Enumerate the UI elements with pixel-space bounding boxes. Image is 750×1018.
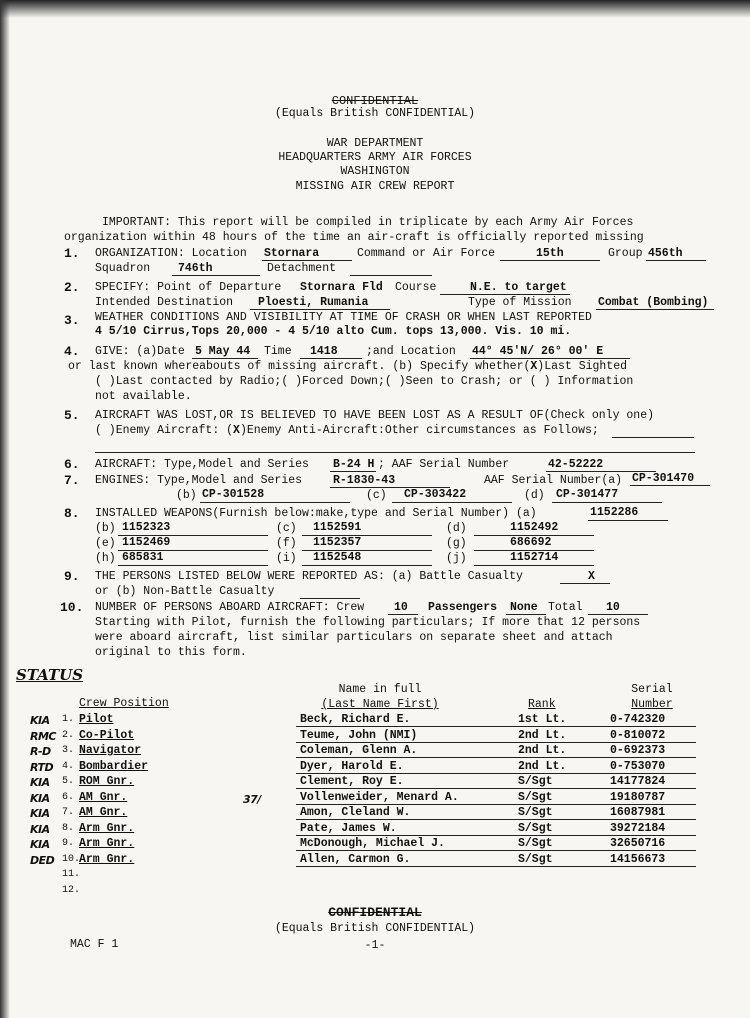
instructions-line-2: were aboard aircraft, list similar particulars on separate sheet and attach — [95, 631, 613, 644]
underline — [588, 520, 668, 521]
important-line-2: organization within 48 hours of the time an air-craft is officially reported missing — [64, 231, 644, 244]
crew-rank: 1st Lt. — [518, 713, 567, 726]
crew-serial: 14156673 — [610, 853, 666, 866]
enemy-aircraft-option: ( )Enemy Aircraft: ( — [95, 424, 234, 437]
engine-c-serial: CP-303422 — [404, 488, 467, 501]
crew-status: RTD — [30, 761, 54, 774]
crew-rank: 2nd Lt. — [518, 744, 567, 757]
underline — [200, 502, 350, 503]
last-sighted-checkbox[interactable]: X — [530, 360, 538, 373]
underline — [560, 583, 610, 584]
time-label: Time — [264, 345, 292, 358]
weapon-h-serial: 685831 — [122, 551, 164, 564]
crew-row-number: 9. — [62, 838, 75, 849]
footer-classification: CONFIDENTIAL — [328, 905, 422, 920]
form-number: MAC F 1 — [70, 938, 119, 951]
col-crew-position: Crew Position — [79, 697, 169, 710]
engine-b-serial: CP-301528 — [202, 488, 265, 501]
mission-label: Type of Mission — [468, 296, 572, 309]
crew-row-number: 11. — [62, 869, 81, 880]
weapon-g-serial: 686692 — [510, 536, 552, 549]
row-underline — [296, 819, 696, 820]
crew-rank: S/Sgt — [518, 853, 553, 866]
crew-row-number: 12. — [62, 885, 81, 896]
time-value: 1418 — [310, 345, 338, 358]
crew-row-number: 2. — [62, 730, 75, 741]
course-value: N.E. to target — [470, 281, 567, 294]
crew-status: DED — [30, 854, 55, 867]
crew-serial: 0-753070 — [610, 760, 666, 773]
crew-serial: 14177824 — [610, 775, 666, 788]
status-heading: STATUS — [16, 666, 84, 684]
handwritten-note: 37/ — [243, 793, 261, 806]
crew-row-number: 4. — [62, 761, 75, 772]
crew-rank: 2nd Lt. — [518, 760, 567, 773]
total-label: Total — [548, 601, 583, 614]
underline — [330, 471, 376, 472]
item-3-number: 3. — [64, 313, 80, 328]
col-name-line-2: (Last Name First) — [321, 698, 439, 711]
aircraft-type-label: AIRCRAFT: Type,Model and Series — [95, 458, 309, 471]
underline — [300, 598, 360, 599]
weapon-d-serial: 1152492 — [510, 521, 559, 534]
crew-status: KIA — [30, 838, 50, 851]
date-value: 5 May 44 — [195, 345, 251, 358]
org-location-value: Stornara — [264, 247, 320, 260]
crew-position: Arm Gnr. — [79, 837, 135, 850]
course-label: Course — [395, 281, 437, 294]
row-underline — [296, 850, 696, 851]
underline — [500, 260, 600, 261]
weapon-a-serial: 1152286 — [590, 506, 639, 519]
header-city: WASHINGTON — [340, 165, 410, 178]
engines-serial-label: AAF Serial Number(a) — [484, 474, 623, 487]
weapon-f-serial: 1152357 — [313, 536, 362, 549]
header-department: WAR DEPARTMENT — [326, 137, 424, 150]
col-name-line-1: Name in full — [338, 683, 422, 696]
lost-cause-label: AIRCRAFT WAS LOST,OR IS BELIEVED TO HAVE BEEN LOST AS A RESULT OF(Check only one) — [95, 409, 654, 422]
row-underline — [296, 804, 696, 805]
underline — [172, 275, 260, 276]
whereabouts-line — [68, 360, 627, 374]
underline — [392, 502, 512, 503]
weapon-i-serial: 1152548 — [313, 551, 362, 564]
row-underline — [296, 726, 696, 727]
engine-a-serial: CP-301470 — [632, 472, 695, 485]
weather-value: 4 5/10 Cirrus,Tops 20,000 - 4 5/10 alto Cum. tops 13,000. Vis. 10 mi. — [95, 325, 572, 338]
crew-row-number: 6. — [62, 792, 75, 803]
page-number: -1- — [364, 939, 386, 952]
crew-status: R-D — [30, 745, 51, 758]
underline — [596, 309, 714, 310]
crew-rank: S/Sgt — [518, 837, 553, 850]
crew-name: Dyer, Harold E. — [300, 760, 404, 773]
underline — [646, 260, 706, 261]
item-1-number: 1. — [64, 246, 80, 261]
engine-c-label: (c) — [366, 489, 387, 502]
crew-serial: 0-810072 — [610, 729, 666, 742]
crew-status: KIA — [30, 823, 50, 836]
col-rank: Rank — [528, 698, 556, 711]
crew-status: KIA — [30, 807, 50, 820]
crew-status: KIA — [30, 776, 50, 789]
header-classification: CONFIDENTIAL — [331, 94, 419, 108]
weapon-g-label: (g) — [446, 537, 467, 550]
crew-name: Teume, John (NMI) — [300, 729, 418, 742]
org-location-label: ORGANIZATION: Location — [95, 247, 247, 260]
non-battle-casualty-label: or (b) Non-Battle Casualty — [95, 585, 275, 598]
crew-status: RMC — [30, 730, 56, 743]
weapon-c-serial: 1152591 — [313, 521, 362, 534]
item-2-number: 2. — [64, 280, 80, 295]
underline — [388, 614, 418, 615]
whereabouts-text: or last known whereabouts of missing aircraft. (b) Specify whether( — [68, 360, 531, 373]
anti-aircraft-label: )Enemy Anti-Aircraft:Other circumstances as Follows; — [239, 424, 599, 437]
destination-value: Ploesti, Rumania — [258, 296, 369, 309]
crew-name: Coleman, Glenn A. — [300, 744, 418, 757]
item-4-number: 4. — [64, 344, 80, 359]
mission-value: Combat (Bombing) — [598, 296, 709, 309]
casualty-label: THE PERSONS LISTED BELOW WERE REPORTED AS: (a) Battle Casualty — [95, 570, 523, 583]
underline — [440, 294, 570, 295]
engines-label: ENGINES: Type,Model and Series — [95, 474, 303, 487]
row-underline — [296, 788, 696, 789]
aircraft-serial-value: 42-52222 — [548, 458, 604, 471]
weapon-j-label: (j) — [446, 552, 467, 565]
header-equals-line: (Equals British CONFIDENTIAL) — [274, 107, 476, 120]
item-5-number: 5. — [64, 408, 80, 423]
underline — [95, 452, 695, 453]
crew-position: Pilot — [79, 713, 114, 726]
row-underline — [296, 866, 696, 867]
crew-position: Navigator — [79, 744, 142, 757]
item-8-number: 8. — [64, 506, 80, 521]
weapon-c-label: (c) — [276, 522, 297, 535]
crew-serial: 16087981 — [610, 806, 666, 819]
crew-serial: 39272184 — [610, 822, 666, 835]
row-underline — [296, 742, 696, 743]
underline — [470, 358, 630, 359]
weapon-e-serial: 1152469 — [122, 536, 171, 549]
anti-aircraft-checkbox[interactable]: X — [233, 424, 240, 437]
underline — [300, 358, 362, 359]
crew-name: Allen, Carmon G. — [300, 853, 411, 866]
underline — [588, 614, 648, 615]
battle-casualty-mark[interactable]: X — [588, 570, 595, 583]
crew-serial: 32650716 — [610, 837, 666, 850]
crew-name: Clement, Roy E. — [300, 775, 404, 788]
crew-row-number: 7. — [62, 807, 75, 818]
footer-equals-line: (Equals British CONFIDENTIAL) — [274, 922, 476, 935]
departure-label: SPECIFY: Point of Departure — [95, 281, 282, 294]
weapon-j-serial: 1152714 — [510, 551, 559, 564]
engines-model-value: R-1830-43 — [333, 474, 396, 487]
weapon-f-label: (f) — [276, 537, 297, 550]
crew-row-number: 3. — [62, 745, 75, 756]
org-command-label: Command or Air Force — [357, 247, 496, 260]
weapon-e-label: (e) — [95, 537, 116, 550]
aircraft-type-value: B-24 H — [333, 458, 375, 471]
crew-rank: S/Sgt — [518, 822, 553, 835]
crew-name: Pate, James W. — [300, 822, 397, 835]
destination-label: Intended Destination — [95, 296, 234, 309]
persons-aboard-label: NUMBER OF PERSONS ABOARD AIRCRAFT: Crew — [95, 601, 365, 614]
weather-label: WEATHER CONDITIONS AND VISIBILITY AT TIME OF CRASH OR WHEN LAST REPORTED — [95, 311, 592, 324]
underline — [552, 502, 662, 503]
weapon-d-label: (d) — [446, 522, 467, 535]
underline — [630, 485, 710, 486]
scan-border-top — [0, 0, 750, 18]
org-squadron-value: 746th — [178, 262, 213, 275]
row-underline — [296, 773, 696, 774]
row-underline — [296, 835, 696, 836]
col-serial-line-1: Serial — [631, 683, 673, 696]
underline — [506, 614, 546, 615]
underline — [474, 565, 594, 566]
crew-position: Arm Gnr. — [79, 822, 135, 835]
crew-position: Arm Gnr. — [79, 853, 135, 866]
crew-name: Beck, Richard E. — [300, 713, 411, 726]
scan-border-left — [0, 0, 10, 1018]
crew-position: AM Gnr. — [79, 806, 128, 819]
contact-options-line: ( )Last contacted by Radio;( )Forced Down;( )Seen to Crash; or ( ) Information — [95, 375, 634, 388]
passengers-label: Passengers — [428, 601, 498, 614]
lost-cause-options — [95, 424, 599, 438]
crew-rank: S/Sgt — [518, 775, 553, 788]
instructions-line-1: Starting with Pilot, furnish the following particulars; If more that 12 persons — [95, 616, 641, 629]
weapons-label: INSTALLED WEAPONS(Furnish below:make,type and Serial Number) (a) — [95, 507, 537, 520]
crew-rank: 2nd Lt. — [518, 729, 567, 742]
passengers-value: None — [510, 601, 538, 614]
org-group-label: Group — [608, 247, 643, 260]
crew-position: Bombardier — [79, 760, 149, 773]
crew-name: Vollenweider, Menard A. — [300, 791, 459, 804]
underline — [612, 437, 694, 438]
crew-position: Co-Pilot — [79, 729, 135, 742]
crew-serial: 19180787 — [610, 791, 666, 804]
crew-status: KIA — [30, 714, 50, 727]
crew-row-number: 8. — [62, 823, 75, 834]
location-label: ;and Location — [366, 345, 456, 358]
aircraft-serial-label: ; AAF Serial Number — [378, 458, 510, 471]
crew-position: AM Gnr. — [79, 791, 128, 804]
crew-status: KIA — [30, 792, 50, 805]
date-label: GIVE: (a)Date — [95, 345, 185, 358]
underline — [118, 565, 268, 566]
weapon-b-label: (b) — [95, 522, 116, 535]
last-sighted-label: )Last Sighted — [537, 360, 628, 373]
weapon-b-serial: 1152323 — [122, 521, 171, 534]
departure-value: Stornara Fld — [300, 281, 383, 294]
engine-d-serial: CP-301477 — [556, 488, 619, 501]
underline — [262, 260, 352, 261]
not-available-line: not available. — [95, 390, 192, 403]
org-squadron-label: Squadron — [95, 262, 151, 275]
weapon-h-label: (h) — [95, 552, 116, 565]
crew-serial: 0-742320 — [610, 713, 666, 726]
crew-rank: S/Sgt — [518, 791, 553, 804]
crew-position: ROM Gnr. — [79, 775, 135, 788]
important-line-1: IMPORTANT: This report will be compiled in triplicate by each Army Air Forces — [102, 216, 634, 229]
page-title: MISSING AIR CREW REPORT — [295, 180, 455, 193]
row-underline — [296, 757, 696, 758]
org-command-value: 15th — [536, 247, 564, 260]
engine-b-label: (b) — [176, 489, 197, 502]
crew-name: McDonough, Michael J. — [300, 837, 445, 850]
crew-row-number: 10. — [62, 854, 81, 865]
engine-d-label: (d) — [524, 489, 545, 502]
item-6-number: 6. — [64, 457, 80, 472]
crew-row-number: 5. — [62, 776, 75, 787]
col-serial-line-2: Number — [631, 698, 673, 711]
underline — [350, 275, 432, 276]
item-10-number: 10. — [60, 600, 84, 615]
weapon-i-label: (i) — [276, 552, 297, 565]
underline — [192, 358, 258, 359]
location-value: 44° 45'N/ 26° 00' E — [472, 345, 604, 358]
org-group-value: 456th — [648, 247, 683, 260]
org-detachment-label: Detachment — [267, 262, 337, 275]
underline — [250, 309, 390, 310]
total-value: 10 — [606, 601, 620, 614]
crew-count-value: 10 — [394, 601, 408, 614]
crew-rank: S/Sgt — [518, 806, 553, 819]
header-headquarters: HEADQUARTERS ARMY AIR FORCES — [278, 151, 472, 164]
crew-serial: 0-692373 — [610, 744, 666, 757]
item-9-number: 9. — [64, 569, 80, 584]
instructions-line-3: original to this form. — [95, 646, 247, 659]
underline — [302, 565, 432, 566]
crew-name: Amon, Cleland W. — [300, 806, 411, 819]
item-7-number: 7. — [64, 473, 80, 488]
crew-row-number: 1. — [62, 714, 75, 725]
